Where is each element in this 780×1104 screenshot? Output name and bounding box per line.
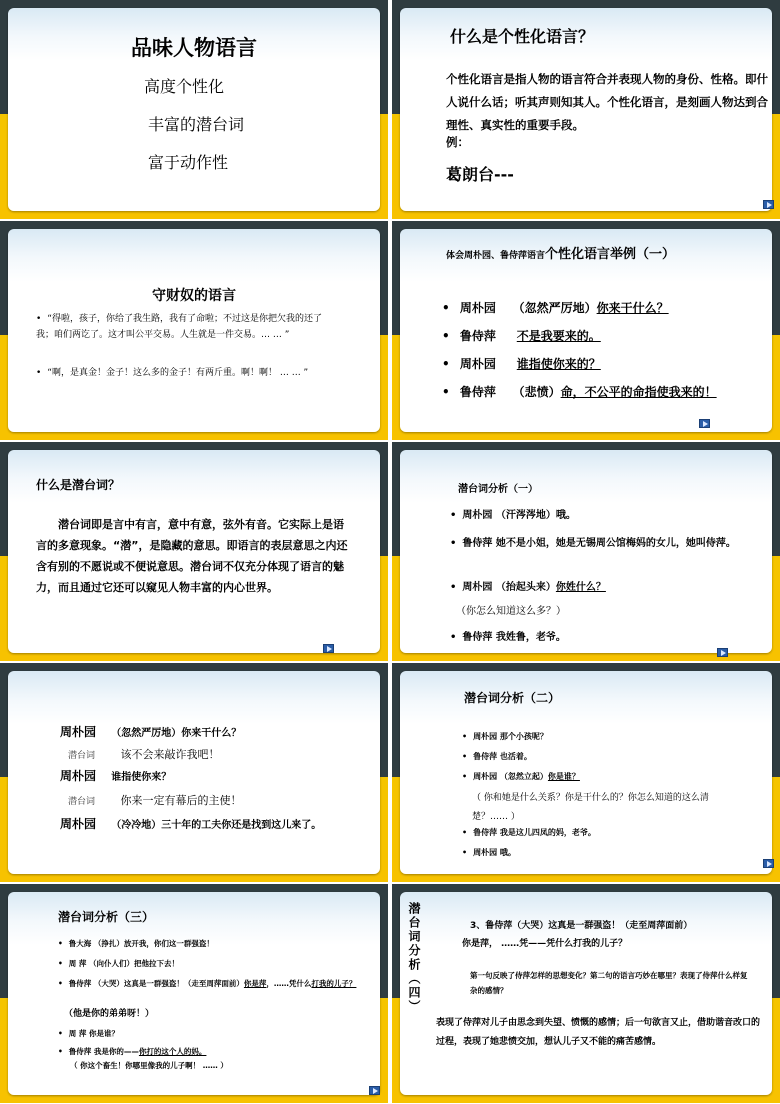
speaker: 周朴园 xyxy=(60,817,97,831)
slide-card xyxy=(8,892,380,1095)
slide-card xyxy=(400,229,772,432)
dialogue-line xyxy=(462,771,580,782)
topic-item: 富于动作性 xyxy=(148,153,229,172)
speech-c: ，……凭什么 xyxy=(266,979,312,988)
slide-10[interactable] xyxy=(392,884,780,1103)
speech: 你是谁？ xyxy=(547,772,580,781)
slide-card xyxy=(8,450,380,653)
dialogue-line xyxy=(442,299,669,316)
slide-title: 潜台词分析（一） xyxy=(458,484,538,495)
dialogue-line: • 鲁侍萍 我姓鲁，老爷。 xyxy=(450,628,566,643)
dialogue-line: • 鲁侍萍 也活着。 xyxy=(462,751,532,762)
answer-text: 表现了侍萍对儿子由思念到失望、愤慨的感情；后一句欲言又止，借助谐音改口的过程，表现了她悲愤交加，想认儿子又不能的痛苦感情。 xyxy=(436,1018,761,1047)
speech: （忽然严厉地）你来干什么？ xyxy=(111,728,242,739)
dialogue-line xyxy=(58,976,358,991)
dialogue-line: • 周朴园 哦。 xyxy=(462,847,516,858)
speech: （冷冷地）三十年的工夫你还是找到这儿来了。 xyxy=(111,820,322,831)
speech: 命，不公平的命指使我来的！ xyxy=(560,385,717,399)
next-slide-icon[interactable] xyxy=(323,644,334,653)
speaker: 周朴园 xyxy=(459,357,496,371)
example-label: 例： xyxy=(446,135,469,149)
subtext-label: 潜台词 xyxy=(68,751,96,761)
dialogue-line: • 周 萍 你是谁？ xyxy=(58,1028,119,1039)
speaker: 鲁侍萍 xyxy=(459,385,496,399)
next-slide-icon[interactable] xyxy=(369,1086,380,1095)
slide-card xyxy=(400,450,772,653)
speech: 不是我要来的。 xyxy=(516,329,601,343)
speech: 谁指使你来？ xyxy=(111,772,172,783)
subtext: 该不会来敲诈我吧！ xyxy=(120,748,220,761)
slide-1[interactable] xyxy=(0,0,388,219)
dialogue-row xyxy=(60,813,321,832)
quote-2: • “啊，是真金！金子！这么多的金子！有两斤重。啊！啊！ … … ” xyxy=(36,365,356,381)
dialogue-line: 你是萍， ……凭——凭什么打我的儿子？ xyxy=(462,939,628,949)
next-slide-icon[interactable] xyxy=(717,648,728,657)
dialogue-line: • 周朴园 （汗涔涔地）哦。 xyxy=(450,506,576,521)
dialogue-line: • 周朴园 那个小孩呢？ xyxy=(462,731,548,742)
dialogue-row xyxy=(60,721,241,740)
speaker-note: 周朴园 （忽然立起） xyxy=(473,772,548,781)
slide-card xyxy=(8,229,380,432)
next-slide-icon[interactable] xyxy=(763,859,774,868)
dialogue-line: • 周 萍 （向仆人们）把他拉下去！ xyxy=(58,958,179,969)
speaker: 周朴园 xyxy=(459,301,496,315)
topic-item: 丰富的潜台词 xyxy=(148,115,245,134)
speech: 你来干什么？ xyxy=(596,301,669,315)
dialogue-line xyxy=(58,1046,206,1057)
dialogue-row xyxy=(60,765,171,784)
slide-title: 个性化语言举例（一） xyxy=(545,247,676,262)
subtext-row xyxy=(68,789,241,808)
slide-card xyxy=(400,671,772,874)
dialogue-line: 3、鲁侍萍（大哭）这真是一群强盗！（走至周萍面前） xyxy=(470,921,693,931)
slide-title: 潜台词分析（四） xyxy=(407,902,421,1014)
subtext-line: （你怎么知道这么多？） xyxy=(456,606,566,617)
stage-note: （忽然严厉地） xyxy=(512,301,597,315)
speech-b: 你打的这个人的妈。 xyxy=(138,1047,207,1056)
speaker: 鲁侍萍 xyxy=(459,329,496,343)
subtext-line: （他是你的弟弟呀！） xyxy=(64,1009,155,1019)
stage-note: （悲愤） xyxy=(512,385,561,399)
quote-1: • “得啦，孩子，你给了我生路，我有了命啦；不过这是你把欠我的还了我；咱们两讫了。这才叫公平交易。人生就是一件交易。… … ” xyxy=(36,311,336,343)
slide-9[interactable] xyxy=(0,884,388,1103)
slide-title: 潜台词分析（二） xyxy=(464,691,561,705)
speech-d: 打我的儿子？ xyxy=(311,979,357,988)
slide-card xyxy=(8,8,380,211)
dialogue-line xyxy=(442,355,601,372)
speaker: 周朴园 xyxy=(60,725,97,739)
subtext: 你来一定有幕后的主使！ xyxy=(120,794,242,807)
speaker: 周朴园 xyxy=(60,769,97,783)
slide-title: 潜台词分析（三） xyxy=(58,910,155,924)
speech: 谁指使你来的？ xyxy=(516,357,601,371)
speech: 你姓什么？ xyxy=(555,582,606,593)
slide-heading xyxy=(446,243,675,262)
slide-4[interactable] xyxy=(392,221,780,440)
dialogue-line xyxy=(450,578,606,593)
slide-subtitle: 体会周朴园、鲁侍萍语言 xyxy=(446,251,546,261)
slide-title: 守财奴的语言 xyxy=(152,288,236,304)
question-text: 第一句反映了侍萍怎样的思想变化？第二句的语言巧妙在哪里？表现了侍萍什么样复杂的感情？ xyxy=(470,971,748,995)
dialogue-line xyxy=(442,383,717,400)
slide-5[interactable] xyxy=(0,442,388,661)
definition-text: 个性化语言是指人物的语言符合并表现人物的身份、性格。即什人说什么话；听其声则知其人。个性化语言，是刻画人物达到合理性、真实性的重要手段。 xyxy=(446,72,768,132)
subtext-line: （ 你这个畜生！你哪里像我的儿子啊！ …… ） xyxy=(70,1061,228,1070)
slide-card xyxy=(8,671,380,874)
subtext-row xyxy=(68,743,219,762)
speaker-note: 周朴园 （抬起头来） xyxy=(462,582,556,593)
slide-6[interactable] xyxy=(392,442,780,661)
example-name: 葛朗台--- xyxy=(446,165,514,184)
subtext-label: 潜台词 xyxy=(68,797,96,807)
slide-card xyxy=(400,892,772,1095)
dialogue-line: • 鲁侍萍 我是这儿四凤的妈，老爷。 xyxy=(462,827,596,838)
slide-3[interactable] xyxy=(0,221,388,440)
slide-title: 品味人物语言 xyxy=(131,35,257,60)
slide-8[interactable] xyxy=(392,663,780,882)
speech-b: 你是萍 xyxy=(243,979,267,988)
speech-a: 鲁侍萍 （大哭）这真是一群强盗！（走至周萍面前） xyxy=(68,979,244,988)
next-slide-icon[interactable] xyxy=(763,200,774,209)
dialogue-line: • 鲁侍萍 她不是小姐，她是无锡周公馆梅妈的女儿，她叫侍萍。 xyxy=(450,534,740,554)
dialogue-line: • 鲁大海 （挣扎）放开我，你们这一群强盗！ xyxy=(58,938,214,949)
subtext-line: （ 你和她是什么关系？你是干什么的？你怎么知道的这么清楚？…… ） xyxy=(472,793,709,822)
slide-title: 什么是个性化语言？ xyxy=(450,27,595,46)
definition-text: 潜台词即是言中有言，意中有意，弦外有音。它实际上是语言的多意现象。“潜”，是隐藏的意思。即语言的表层意思之内还含有别的不愿说或不便说意思。潜台词不仅充分体现了语言的魅力，而且通过它还可以窥见人物丰富的内心世界。 xyxy=(36,518,348,594)
slide-2[interactable] xyxy=(392,0,780,219)
next-slide-icon[interactable] xyxy=(699,419,710,428)
topic-item: 高度个性化 xyxy=(144,77,225,96)
speech-a: 鲁侍萍 我是你的—— xyxy=(68,1047,139,1056)
slide-card xyxy=(400,8,772,211)
slide-title: 什么是潜台词？ xyxy=(36,478,121,492)
slide-7[interactable] xyxy=(0,663,388,882)
dialogue-line xyxy=(442,327,601,344)
